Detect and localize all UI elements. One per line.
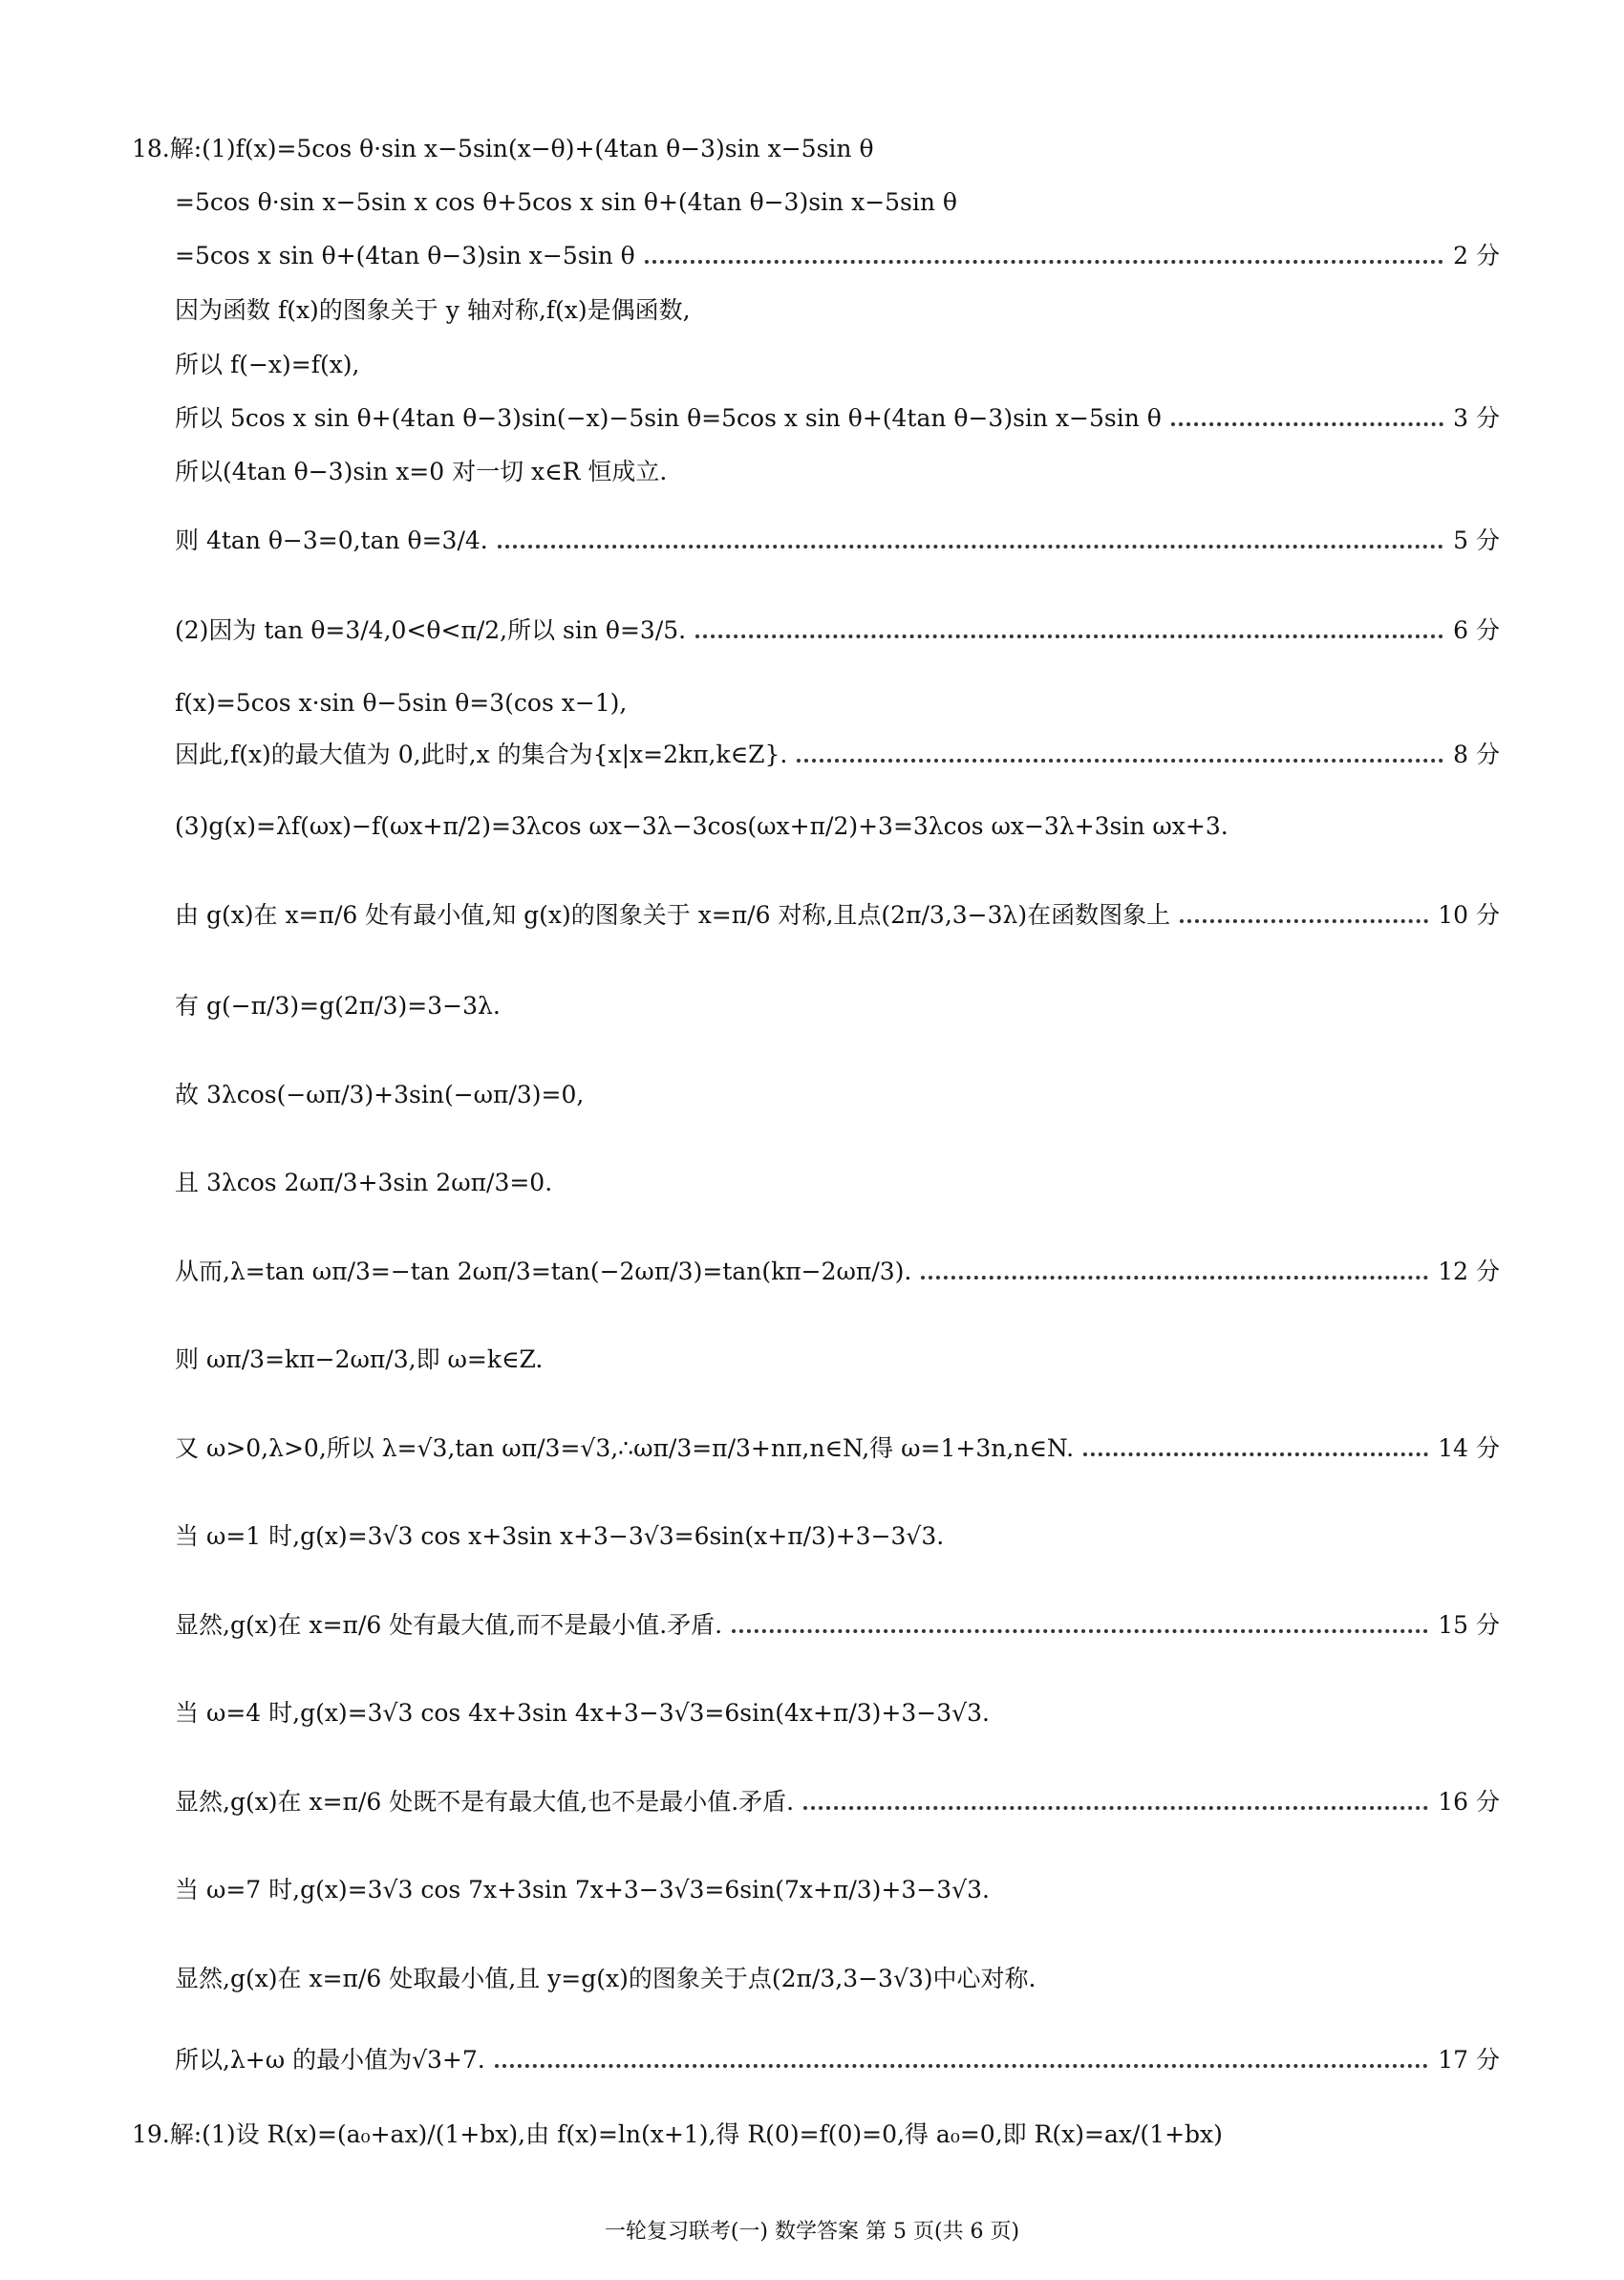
solution-line [175,1422,1500,1475]
line-text: 19.解:(1)设 R(x)=(a₀+ax)/(1+bx),由 f(x)=ln(x+1),得 R(0)=f(0)=0,得 a₀=0,即 R(x)=ax/(1+bx) [132,2121,1223,2148]
score-mark: 6 分 [1453,616,1500,645]
line-text: 因为函数 f(x)的图象关于 y 轴对称,f(x)是偶函数, [175,297,691,324]
solution-line [175,1068,1500,1122]
line-text: 则 4tan θ−3=0,tan θ=3/4. [175,527,488,554]
solution-line [132,2108,1500,2162]
solution-line [175,979,1500,1033]
line-text: 由 g(x)在 x=π/6 处有最小值,知 g(x)的图象关于 x=π/6 对称,且点(2π/3,3−3λ)在函数图象上 [175,902,1171,929]
score-mark: 15 分 [1438,1611,1500,1640]
solution-line [175,514,1500,568]
line-text: f(x)=5cos x·sin θ−5sin θ=3(cos x−1), [175,690,628,717]
solution-line [175,1510,1500,1563]
solution-line [175,392,1500,445]
solution-line [175,1775,1500,1829]
page-footer: 一轮复习联考(一) 数学答案 第 5 页(共 6 页) [604,2220,1020,2244]
dot-leader [803,1802,1428,1810]
dot-leader [498,541,1443,548]
solution-line [175,1687,1500,1740]
line-text: (3)g(x)=λf(ωx)−f(ωx+π/2)=3λcos ωx−3λ−3cos(ωx+π/2)+3=3λcos ωx−3λ+3sin ωx+3. [175,813,1229,840]
solution-line [175,1245,1500,1299]
dot-leader [695,631,1443,638]
score-mark: 16 分 [1438,1788,1500,1817]
solution-line [175,1156,1500,1210]
solution-line [175,677,1500,730]
solution-line [175,176,1500,229]
line-text: 18.解:(1)f(x)=5cos θ·sin x−5sin(x−θ)+(4tan θ−3)sin x−5sin θ [132,136,874,162]
solution-line [175,800,1500,853]
line-text: (2)因为 tan θ=3/4,0<θ<π/2,所以 sin θ=3/5. [175,617,687,644]
solution-line [175,284,1500,337]
solution-line [175,1599,1500,1652]
line-text: 显然,g(x)在 x=π/6 处取最小值,且 y=g(x)的图象关于点(2π/3,3−3√3)中心对称. [175,1966,1036,1992]
dot-leader [1083,1449,1428,1456]
solution-line [175,445,1500,499]
solution-line [175,728,1500,782]
line-text: 当 ω=1 时,g(x)=3√3 cos x+3sin x+3−3√3=6sin(x+π/3)+3−3√3. [175,1523,945,1550]
score-mark: 5 分 [1453,527,1500,555]
line-text: 有 g(−π/3)=g(2π/3)=3−3λ. [175,993,501,1020]
solution-line [132,122,1500,176]
score-mark: 14 分 [1438,1434,1500,1463]
dot-leader [921,1272,1428,1280]
solution-line [175,338,1500,392]
solution-line [175,1952,1500,2006]
line-text: =5cos x sin θ+(4tan θ−3)sin x−5sin θ [175,243,635,269]
line-text: 因此,f(x)的最大值为 0,此时,x 的集合为{x|x=2kπ,k∈Z}. [175,742,788,768]
line-text: 故 3λcos(−ωπ/3)+3sin(−ωπ/3)=0, [175,1082,585,1108]
solution-line [175,1863,1500,1917]
score-mark: 12 分 [1438,1258,1500,1286]
score-mark: 17 分 [1438,2046,1500,2075]
dot-leader [495,2060,1429,2068]
solution-line [175,889,1500,942]
line-text: 从而,λ=tan ωπ/3=−tan 2ωπ/3=tan(−2ωπ/3)=tan(kπ−2ωπ/3). [175,1258,912,1285]
dot-leader [797,755,1443,763]
dot-leader [1171,419,1443,426]
score-mark: 10 分 [1438,901,1500,930]
line-text: 又 ω>0,λ>0,所以 λ=√3,tan ωπ/3=√3,∴ωπ/3=π/3+nπ,n∈N,得 ω=1+3n,n∈N. [175,1435,1075,1462]
line-text: 所以(4tan θ−3)sin x=0 对一切 x∈R 恒成立. [175,459,668,485]
line-text: 则 ωπ/3=kπ−2ωπ/3,即 ω=k∈Z. [175,1346,544,1373]
solution-line [175,1333,1500,1387]
line-text: =5cos θ·sin x−5sin x cos θ+5cos x sin θ+(4tan θ−3)sin x−5sin θ [175,189,957,216]
solution-line [175,229,1500,283]
line-text: 当 ω=4 时,g(x)=3√3 cos 4x+3sin 4x+3−3√3=6sin(4x+π/3)+3−3√3. [175,1700,990,1727]
line-text: 显然,g(x)在 x=π/6 处既不是有最大值,也不是最小值.矛盾. [175,1789,795,1816]
dot-leader [1180,915,1428,923]
line-text: 所以 5cos x sin θ+(4tan θ−3)sin(−x)−5sin θ=5cos x sin θ+(4tan θ−3)sin x−5sin θ [175,405,1162,432]
line-text: 当 ω=7 时,g(x)=3√3 cos 7x+3sin 7x+3−3√3=6sin(7x+π/3)+3−3√3. [175,1877,990,1904]
line-text: 显然,g(x)在 x=π/6 处有最大值,而不是最小值.矛盾. [175,1612,723,1639]
line-text: 所以,λ+ω 的最小值为√3+7. [175,2047,485,2074]
dot-leader [645,256,1443,264]
solution-line [175,2033,1500,2087]
score-mark: 3 分 [1453,404,1500,433]
line-text: 所以 f(−x)=f(x), [175,352,360,378]
dot-leader [732,1625,1428,1633]
solution-line [175,604,1500,657]
score-mark: 8 分 [1453,741,1500,769]
score-mark: 2 分 [1453,242,1500,270]
line-text: 且 3λcos 2ωπ/3+3sin 2ωπ/3=0. [175,1170,553,1196]
